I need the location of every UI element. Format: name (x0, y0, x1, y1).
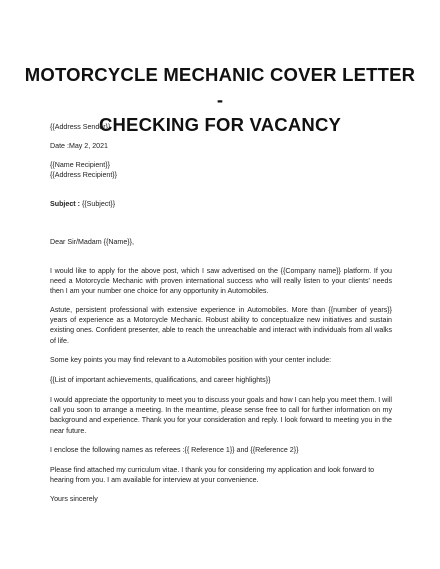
sender-address: {{Address Sender}} (50, 123, 111, 131)
subject-value: {{Subject}} (79, 200, 116, 208)
paragraph-intro: I would like to apply for the above post, which I saw advertised on the {{Company name}} platform. If you need a Motorcycle Mechanic with proven international success who will really listen to your clients' needs then I am your number one choice for any opportunity in Automobiles. (50, 267, 392, 296)
date-line (50, 141, 392, 151)
title-line-1: MOTORCYCLE MECHANIC COVER LETTER - (24, 64, 416, 110)
paragraph-references: I enclose the following names as referees :{{ Reference 1}} and {{Reference 2}} (50, 446, 299, 454)
paragraph-experience: Astute, persistent professional with extensive experience in Automobiles. More than {{number of years}} years of experience as a Motorcycle Mechanic. Robust ability to conceptualize new initiatives and sustain existing ones. Confident presenter, able to reach the unreachable and interact with individuals from all walks of life. (50, 306, 392, 345)
date-value: May 2, 2021 (68, 142, 108, 150)
paragraph-achievements: {{List of important achievements, qualifications, and career highlights}} (50, 376, 271, 384)
title-line-2: CHECKING FOR VACANCY (98, 114, 342, 135)
recipient-address: {{Address Recipient}} (50, 171, 118, 179)
paragraph-key-points: Some key points you may find relevant to a Automobiles position with your center include: (50, 356, 332, 364)
date-label: Date : (50, 142, 69, 150)
salutation: Dear Sir/Madam {{Name}}, (50, 238, 134, 246)
paragraph-meeting: I would appreciate the opportunity to meet you to discuss your goals and how I can help you meet them. I will call you soon to arrange a meeting. In the meantime, please sense free to call for further information on my background and experience. Thank you for your consideration and reply. I look forward to meeting you in the near future. (50, 396, 392, 435)
subject-label: Subject : (50, 200, 80, 208)
closing: Yours sincerely (50, 495, 98, 503)
recipient-name: {{Name Recipient}} (50, 161, 110, 169)
subject-line (50, 199, 392, 209)
paragraph-cv: Please find attached my curriculum vitae. I thank you for considering my application and look forward to hearing from you. I am available for interview at your convenience. (50, 466, 375, 485)
